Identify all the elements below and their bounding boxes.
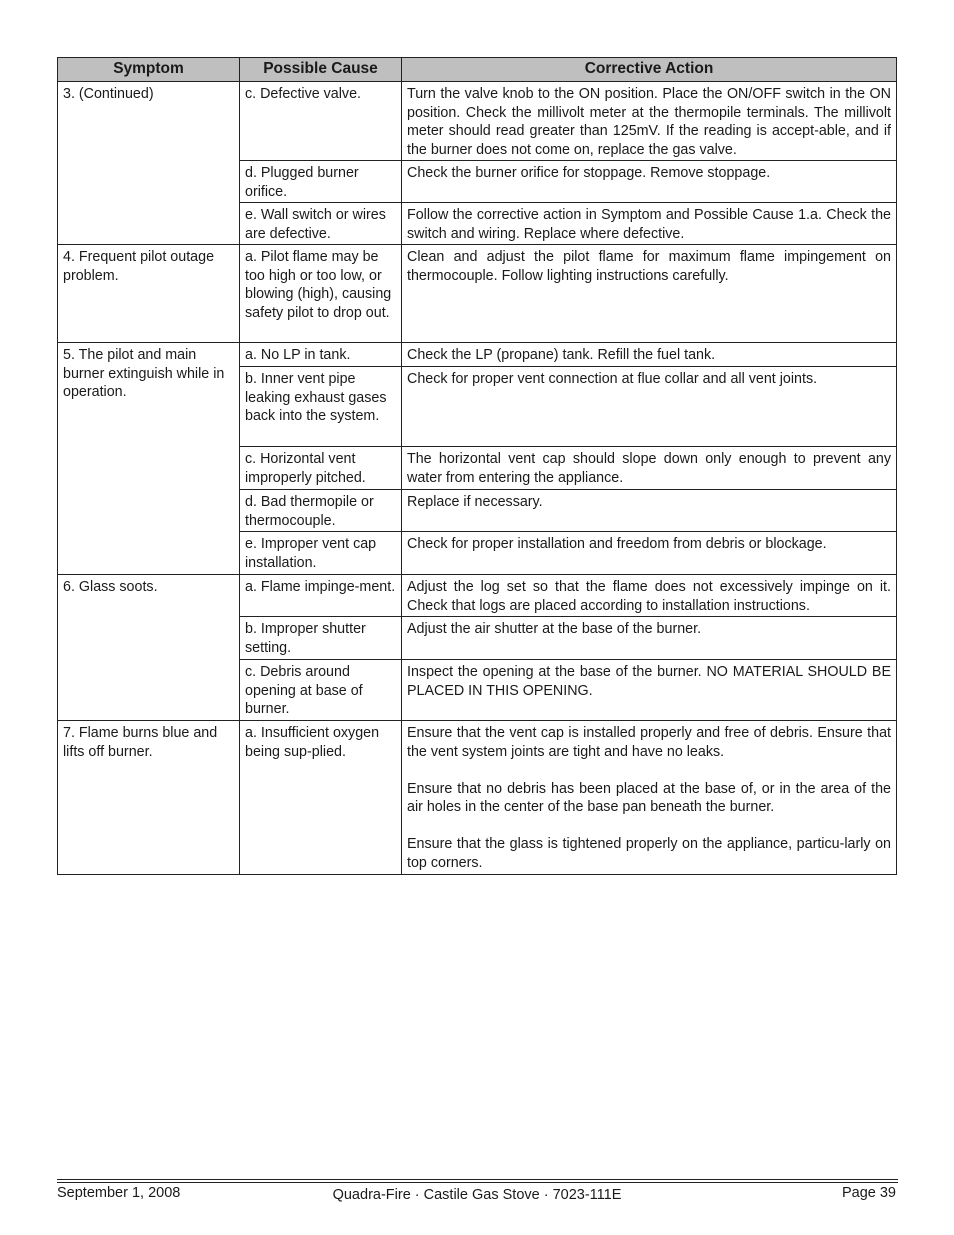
- symptom-cell: 4. Frequent pilot outage problem.: [58, 245, 240, 343]
- action-text: Inspect the opening at the base of the burner. NO MATERIAL SHOULD BE PLACED IN THIS OPENING.: [407, 664, 891, 699]
- table-row: [58, 245, 897, 343]
- action-cell: [402, 660, 897, 721]
- table-row: [58, 721, 897, 875]
- action-text: Check the LP (propane) tank. Refill the fuel tank.: [407, 347, 716, 363]
- header-possible-cause: Possible Cause: [240, 58, 402, 82]
- action-cell: [402, 343, 897, 367]
- action-cell: [402, 532, 897, 575]
- cause-cell: e. Wall switch or wires are defective.: [240, 203, 402, 245]
- cause-cell: a. Insufficient oxygen being sup-plied.: [240, 721, 402, 875]
- symptom-cell: 5. The pilot and main burner extinguish while in operation.: [58, 343, 240, 575]
- footer-date: September 1, 2008: [57, 1185, 181, 1201]
- symptom-cell: 7. Flame burns blue and lifts off burner.: [58, 721, 240, 875]
- table-row: [58, 575, 897, 617]
- table-row: [58, 343, 897, 367]
- action-text: Ensure that no debris has been placed at the base of, or in the area of the air holes in the center of the base pan beneath the burner.: [407, 780, 891, 815]
- action-text: Check the burner orifice for stoppage. Remove stoppage.: [407, 165, 771, 181]
- action-cell: [402, 203, 897, 245]
- action-text: Adjust the air shutter at the base of the burner.: [407, 621, 702, 637]
- symptom-cell: 3. (Continued): [58, 82, 240, 245]
- header-corrective-action: Corrective Action: [402, 58, 897, 82]
- footer-page-number: Page 39: [841, 1185, 896, 1201]
- action-cell: [402, 161, 897, 203]
- cause-cell: e. Improper vent cap installation.: [240, 532, 402, 575]
- troubleshooting-table: [57, 57, 897, 875]
- action-text: Follow the corrective action in Symptom and Possible Cause 1.a. Check the switch and wiring. Replace where defective.: [407, 207, 891, 242]
- action-text: Check for proper vent connection at flue collar and all vent joints.: [407, 371, 818, 387]
- header-symptom: Symptom: [58, 58, 240, 82]
- cause-cell: b. Inner vent pipe leaking exhaust gases back into the system.: [240, 367, 402, 447]
- action-cell: [402, 82, 897, 161]
- action-cell: [402, 367, 897, 447]
- action-text: Ensure that the glass is tightened properly on the appliance, particu-larly on top corners.: [407, 836, 891, 871]
- action-text: Ensure that the vent cap is installed properly and free of debris. Ensure that the vent system joints are tight and have no leaks.: [407, 725, 891, 760]
- cause-cell: c. Horizontal vent improperly pitched.: [240, 447, 402, 490]
- cause-cell: c. Debris around opening at base of burner.: [240, 660, 402, 721]
- footer-title: Quadra-Fire · Castile Gas Stove · 7023-111E: [332, 1187, 622, 1203]
- table-row: [58, 82, 897, 161]
- action-text: Adjust the log set so that the flame does not excessively impinge on it. Check that logs are placed according to installation instructions.: [407, 579, 891, 614]
- action-cell: [402, 447, 897, 490]
- action-cell: [402, 617, 897, 660]
- cause-cell: a. Flame impinge-ment.: [240, 575, 402, 617]
- cause-cell: a. Pilot flame may be too high or too low, or blowing (high), causing safety pilot to drop out.: [240, 245, 402, 343]
- action-cell: [402, 575, 897, 617]
- action-text: Replace if necessary.: [407, 494, 543, 510]
- action-text: Check for proper installation and freedom from debris or blockage.: [407, 536, 827, 552]
- cause-cell: b. Improper shutter setting.: [240, 617, 402, 660]
- footer-rule: [57, 1179, 898, 1180]
- action-text: Clean and adjust the pilot flame for maximum flame impingement on thermocouple. Follow lighting instructions carefully.: [407, 249, 891, 284]
- action-cell: [402, 245, 897, 343]
- action-cell: [402, 490, 897, 532]
- footer-rule: [57, 1182, 898, 1183]
- cause-cell: c. Defective valve.: [240, 82, 402, 161]
- cause-cell: d. Plugged burner orifice.: [240, 161, 402, 203]
- cause-cell: a. No LP in tank.: [240, 343, 402, 367]
- symptom-cell: 6. Glass soots.: [58, 575, 240, 721]
- table-header-row: [58, 58, 897, 82]
- action-text: The horizontal vent cap should slope down only enough to prevent any water from entering the appliance.: [407, 451, 891, 486]
- action-text: Turn the valve knob to the ON position. Place the ON/OFF switch in the ON position. Check the millivolt meter at the thermopile terminals. The millivolt meter should read greater than 125mV. If the reading is accept-able, and if the burner does not come on, replace the gas valve.: [407, 86, 891, 158]
- cause-cell: d. Bad thermopile or thermocouple.: [240, 490, 402, 532]
- action-cell: [402, 721, 897, 875]
